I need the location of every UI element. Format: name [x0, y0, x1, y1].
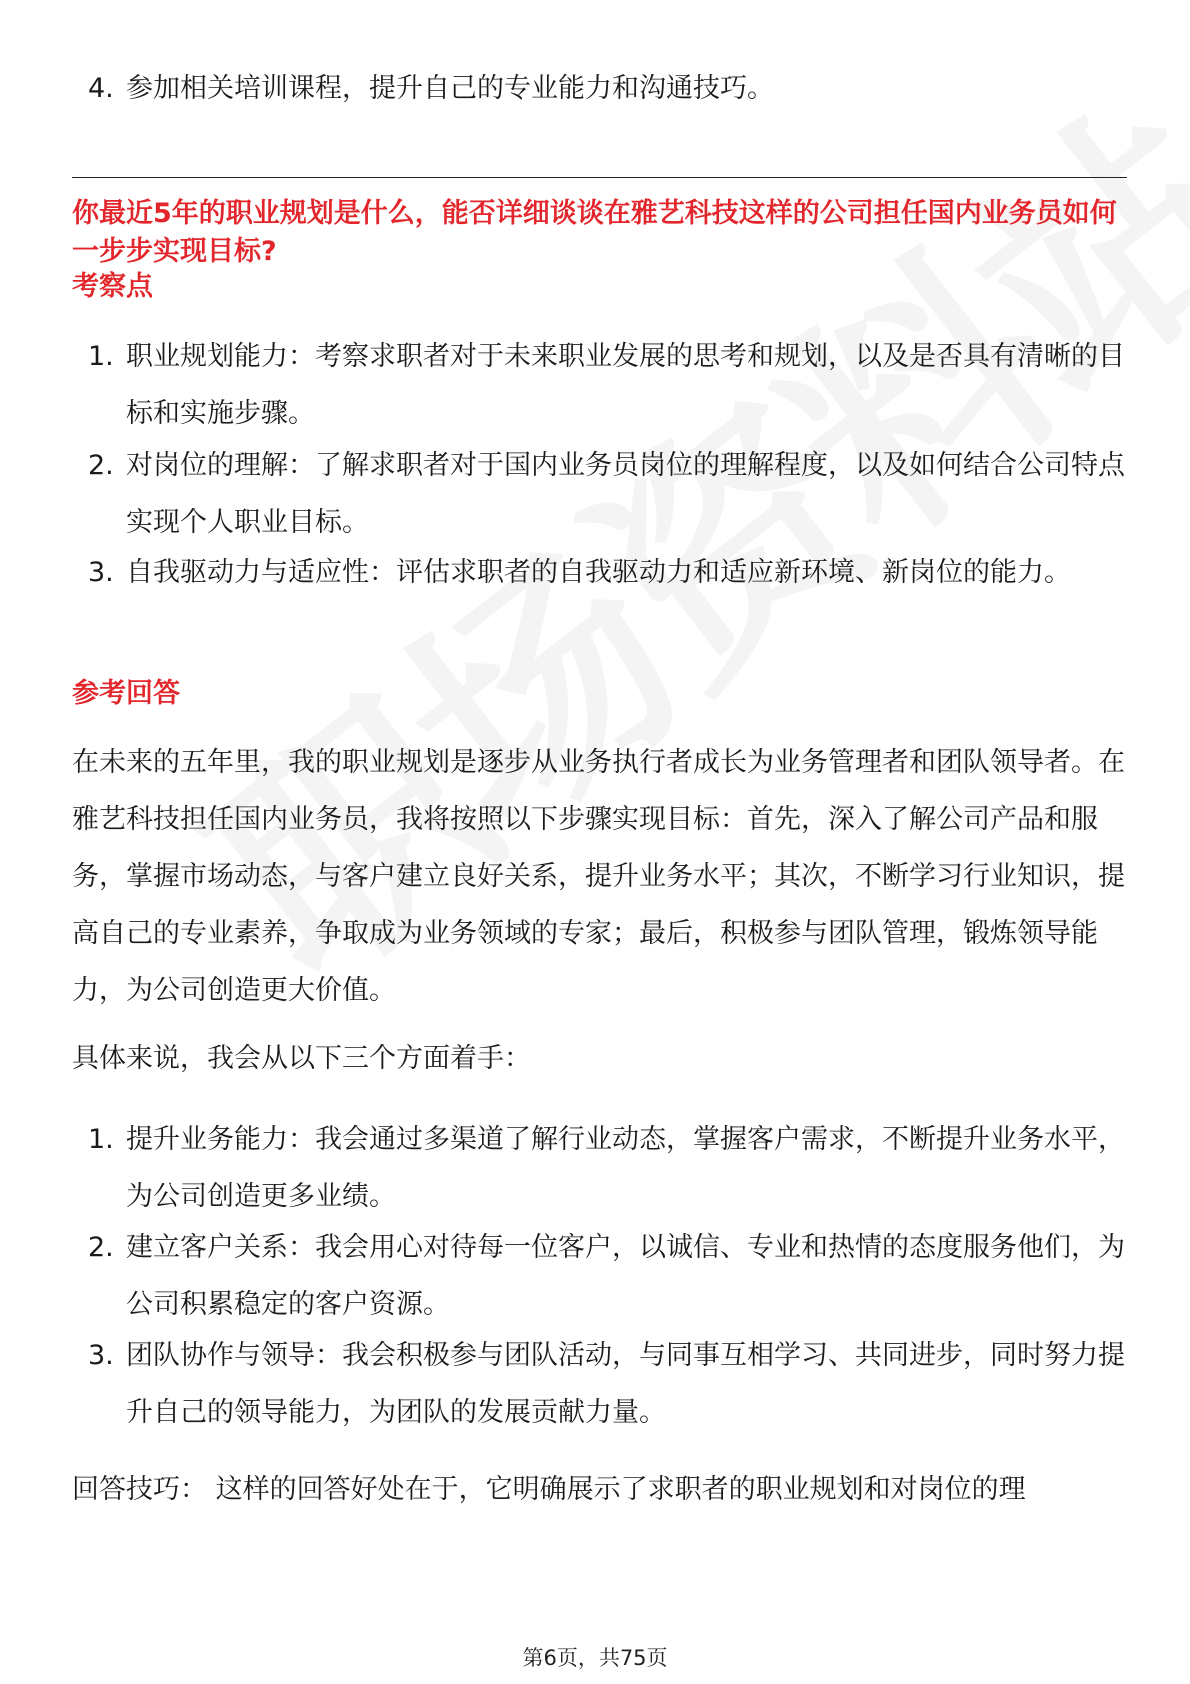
list-number: 1.	[88, 1124, 114, 1155]
list-number: 1.	[88, 341, 114, 372]
exam-points-heading: 考察点	[72, 271, 153, 302]
list-text: 职业规划能力：考察求职者对于未来职业发展的思考和规划，以及是否具有清晰的目标和实施步骤。	[126, 341, 1125, 429]
list-item	[72, 328, 1132, 442]
list-text: 团队协作与领导：我会积极参与团队活动，与同事互相学习、共同进步，同时努力提升自己的领导能力，为团队的发展贡献力量。	[126, 1340, 1125, 1428]
list-text: 提升业务能力：我会通过多渠道了解行业动态，掌握客户需求，不断提升业务水平，为公司创造更多业绩。	[126, 1124, 1125, 1212]
page-number: 第6页，共75页	[522, 1646, 668, 1670]
list-item	[72, 1327, 1132, 1441]
list-item	[72, 1219, 1132, 1333]
answer-paragraph: 在未来的五年里，我的职业规划是逐步从业务执行者成长为业务管理者和团队领导者。在雅艺科技担任国内业务员，我将按照以下步骤实现目标：首先，深入了解公司产品和服务，掌握市场动态，与客户建立良好关系，提升业务水平；其次，不断学习行业知识，提高自己的专业素养，争取成为业务领域的专家；最后，积极参与团队管理，锻炼领导能力，为公司创造更大价值。	[72, 747, 1125, 1006]
list-item	[72, 437, 1132, 551]
list-number: 3.	[88, 557, 114, 588]
list-number: 3.	[88, 1340, 114, 1371]
list-text: 对岗位的理解：了解求职者对于国内业务员岗位的理解程度，以及如何结合公司特点实现个人职业目标。	[126, 450, 1125, 538]
reference-answer-heading: 参考回答	[72, 678, 180, 709]
list-text: 建立客户关系：我会用心对待每一位客户，以诚信、专业和热情的态度服务他们，为公司积累稳定的客户资源。	[126, 1232, 1125, 1320]
specifically-intro: 具体来说，我会从以下三个方面着手：	[72, 1043, 531, 1074]
answer-tips: 回答技巧： 这样的回答好处在于，它明确展示了求职者的职业规划和对岗位的理	[72, 1474, 1026, 1505]
list-item	[72, 60, 1132, 117]
list-number: 4.	[88, 73, 114, 104]
list-item	[72, 544, 1132, 601]
list-text: 自我驱动力与适应性：评估求职者的自我驱动力和适应新环境、新岗位的能力。	[126, 557, 1071, 588]
section-divider	[72, 177, 1127, 178]
list-number: 2.	[88, 1232, 114, 1263]
list-text: 参加相关培训课程，提升自己的专业能力和沟通技巧。	[126, 73, 774, 104]
list-number: 2.	[88, 450, 114, 481]
list-item	[72, 1111, 1132, 1225]
question-title: 你最近5年的职业规划是什么，能否详细谈谈在雅艺科技这样的公司担任国内业务员如何一步步实现目标?	[72, 198, 1117, 267]
